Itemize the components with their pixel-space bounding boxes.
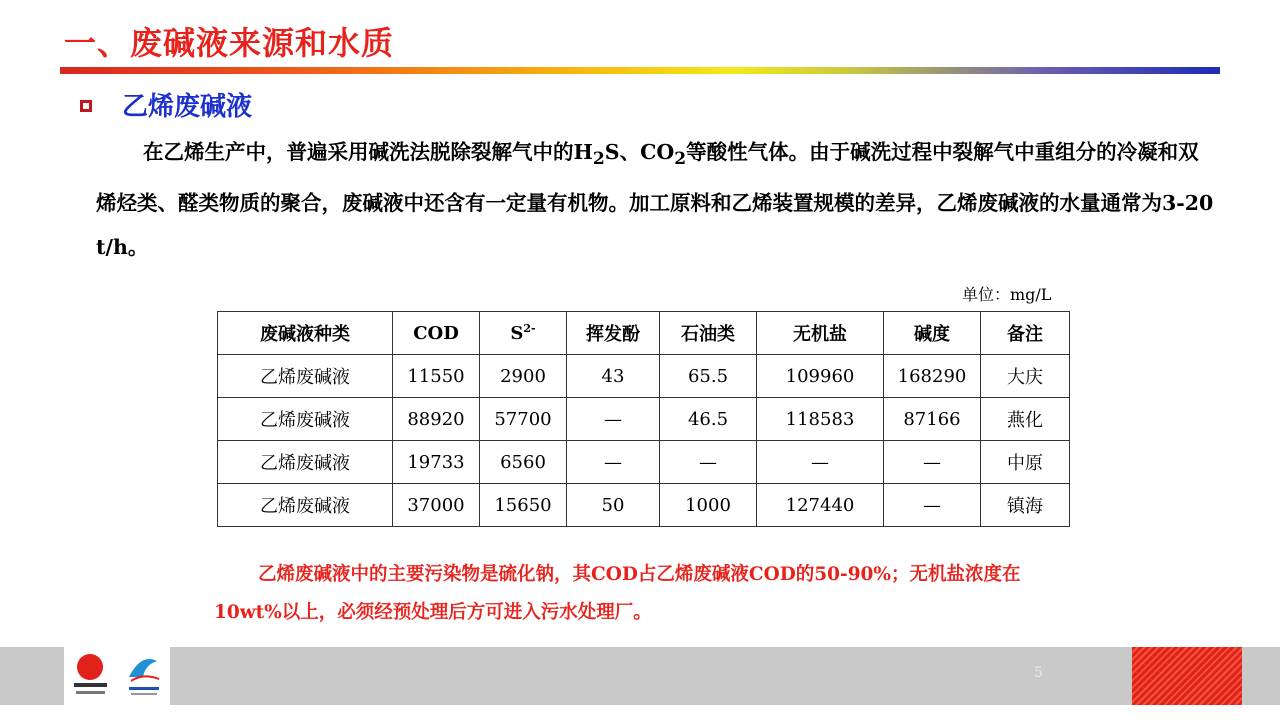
footer-red-accent — [1132, 647, 1242, 705]
cell-alkalinity: — — [884, 441, 981, 484]
header-oil: 石油类 — [660, 312, 757, 355]
cell-cod: 88920 — [393, 398, 480, 441]
header-type: 废碱液种类 — [218, 312, 393, 355]
table-row — [218, 355, 1070, 398]
table-row — [218, 441, 1070, 484]
header-remark: 备注 — [981, 312, 1070, 355]
water-quality-table — [217, 311, 1070, 527]
paragraph-sub1: 2 — [592, 149, 605, 170]
cell-cod: 11550 — [393, 355, 480, 398]
title-underline-bar — [60, 67, 1220, 74]
unit-label: 单位：mg/L — [962, 285, 1052, 304]
intro-paragraph — [96, 130, 1216, 269]
square-bullet-icon — [80, 100, 92, 112]
highlight-note — [214, 556, 1084, 632]
cell-oil: 46.5 — [660, 398, 757, 441]
cell-sulfide: 15650 — [480, 484, 567, 527]
cell-phenol: 43 — [567, 355, 660, 398]
cell-type: 乙烯废碱液 — [218, 441, 393, 484]
table-header-row — [218, 312, 1070, 355]
cell-oil: 1000 — [660, 484, 757, 527]
cell-cod: 19733 — [393, 441, 480, 484]
page-number: 5 — [1034, 665, 1043, 681]
paragraph-part2: S、CO — [604, 140, 675, 164]
table-row — [218, 398, 1070, 441]
cell-remark: 燕化 — [981, 398, 1070, 441]
cell-sulfide: 57700 — [480, 398, 567, 441]
header-cod: COD — [393, 312, 480, 355]
sinopec-logo — [64, 647, 117, 705]
table-row — [218, 484, 1070, 527]
header-alkalinity: 碱度 — [884, 312, 981, 355]
cell-salt: 118583 — [757, 398, 884, 441]
header-s-superscript: 2- — [523, 322, 536, 335]
cell-oil: — — [660, 441, 757, 484]
paragraph-sub2: 2 — [674, 149, 687, 170]
cell-phenol: — — [567, 398, 660, 441]
cell-type: 乙烯废碱液 — [218, 355, 393, 398]
cell-phenol: 50 — [567, 484, 660, 527]
cell-phenol: — — [567, 441, 660, 484]
slide-title: 一、废碱液来源和水质 — [64, 24, 395, 62]
cell-salt: 127440 — [757, 484, 884, 527]
cell-sulfide: 6560 — [480, 441, 567, 484]
cell-alkalinity: 168290 — [884, 355, 981, 398]
paragraph-part1: 在乙烯生产中，普遍采用碱洗法脱除裂解气中的H — [143, 140, 593, 164]
cell-type: 乙烯废碱液 — [218, 398, 393, 441]
cell-remark: 大庆 — [981, 355, 1070, 398]
beijing-2022-logo — [117, 647, 170, 705]
header-salt: 无机盐 — [757, 312, 884, 355]
cell-alkalinity: — — [884, 484, 981, 527]
paragraph-part3: 等酸性气体。由于碱洗过程中裂解气中重组分的冷凝和双烯烃类、醛类物质的聚合，废碱液中还含有一定量有机物。加工原料和乙烯装置规模的差异，乙烯废碱液的水量通常为3-20 t/h。 — [96, 140, 1214, 260]
header-phenol: 挥发酚 — [567, 312, 660, 355]
cell-sulfide: 2900 — [480, 355, 567, 398]
note-text: 乙烯废碱液中的主要污染物是硫化钠，其COD占乙烯废碱液COD的50-90%；无机盐浓度在10wt%以上，必须经预处理后方可进入污水处理厂。 — [214, 564, 1021, 623]
cell-remark: 镇海 — [981, 484, 1070, 527]
footer-bar — [0, 647, 1280, 705]
cell-alkalinity: 87166 — [884, 398, 981, 441]
cell-remark: 中原 — [981, 441, 1070, 484]
header-s: S — [510, 323, 524, 344]
cell-salt: — — [757, 441, 884, 484]
cell-cod: 37000 — [393, 484, 480, 527]
section-title: 乙烯废碱液 — [122, 92, 253, 122]
section-header — [80, 86, 252, 123]
cell-type: 乙烯废碱液 — [218, 484, 393, 527]
footer-logos — [64, 647, 170, 705]
cell-oil: 65.5 — [660, 355, 757, 398]
cell-salt: 109960 — [757, 355, 884, 398]
header-sulfide — [480, 312, 567, 355]
